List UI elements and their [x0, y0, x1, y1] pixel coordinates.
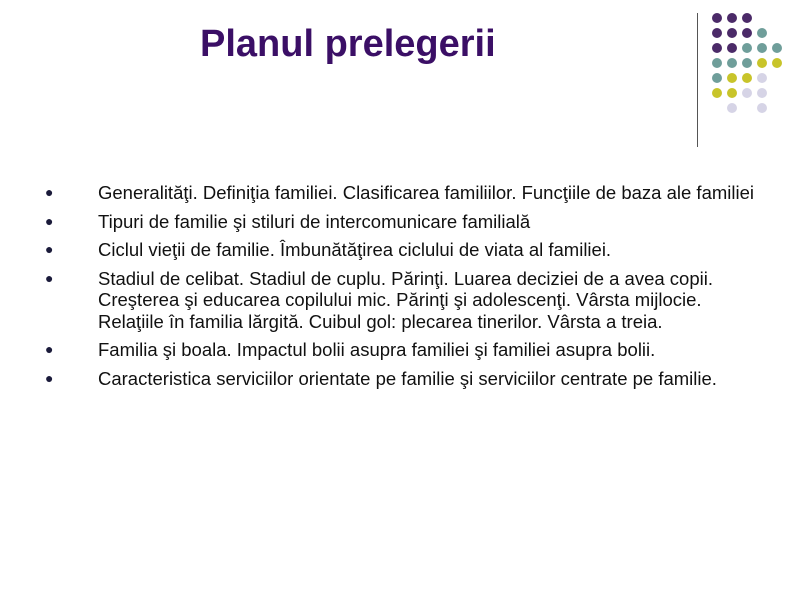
vertical-divider: [697, 13, 698, 147]
slide-title: Planul prelegerii: [200, 23, 496, 65]
decorative-dot: [757, 103, 767, 113]
bullet-item: [45, 368, 755, 390]
bullet-item: [45, 182, 755, 204]
decorative-dot: [712, 58, 722, 68]
decorative-dot: [757, 73, 767, 83]
decorative-dot: [757, 58, 767, 68]
decorative-dot: [712, 73, 722, 83]
bullet-dot-icon: ●: [45, 241, 54, 257]
decorative-dot: [712, 43, 722, 53]
bullet-text: Familia şi boala. Impactul bolii asupra familiei şi familiei asupra bolii.: [98, 339, 656, 360]
decorative-dot: [772, 43, 782, 53]
decorative-dot: [727, 28, 737, 38]
bullet-dot-icon: ●: [45, 369, 54, 386]
decorative-dot: [712, 13, 722, 23]
bullet-text: Stadiul de celibat. Stadiul de cuplu. Părinţi. Luarea deciziei de a avea copii. Creşterea şi educarea copilului mic. Părinţi şi adolescenţi. Vârsta mijlocie. Relaţiile în familia lărgită. Cuibul gol: plecarea tinerilor. Vârsta a treia.: [98, 267, 713, 332]
decorative-dot: [742, 43, 752, 53]
bullet-dot-icon: ●: [45, 269, 54, 286]
decorative-dot: [742, 58, 752, 68]
decorative-dot: [757, 43, 767, 53]
decorative-dot: [727, 58, 737, 68]
bullet-dot-icon: ●: [45, 184, 54, 200]
decorative-dot: [727, 73, 737, 83]
bullet-dot-icon: ●: [45, 341, 54, 357]
bullet-text: Ciclul vieţii de familie. Îmbunătăţirea ciclului de viata al familiei.: [98, 239, 612, 260]
bullet-dot-icon: ●: [45, 212, 54, 229]
bullet-item: [45, 211, 755, 233]
bullet-item: [45, 339, 755, 361]
decorative-dot: [727, 88, 737, 98]
bullet-item: [45, 268, 755, 333]
decorative-dot: [742, 88, 752, 98]
bullet-item: [45, 239, 755, 261]
bullet-text: Tipuri de familie şi stiluri de intercomunicare familială: [98, 210, 531, 232]
decorative-dot: [757, 88, 767, 98]
decorative-dot: [712, 88, 722, 98]
decorative-dot: [727, 13, 737, 23]
decorative-dot: [727, 103, 737, 113]
bullet-list: [45, 182, 755, 396]
decorative-dot: [742, 28, 752, 38]
bullet-text: Generalităţi. Definiţia familiei. Clasificarea familiilor. Funcţiile de baza ale familiei: [98, 182, 754, 203]
decorative-dot: [712, 28, 722, 38]
decorative-dot: [742, 73, 752, 83]
decorative-dot: [757, 28, 767, 38]
decorative-dot: [742, 13, 752, 23]
decorative-dot: [772, 58, 782, 68]
bullet-text: Caracteristica serviciilor orientate pe familie şi serviciilor centrate pe familie.: [98, 367, 717, 389]
decorative-dot: [727, 43, 737, 53]
